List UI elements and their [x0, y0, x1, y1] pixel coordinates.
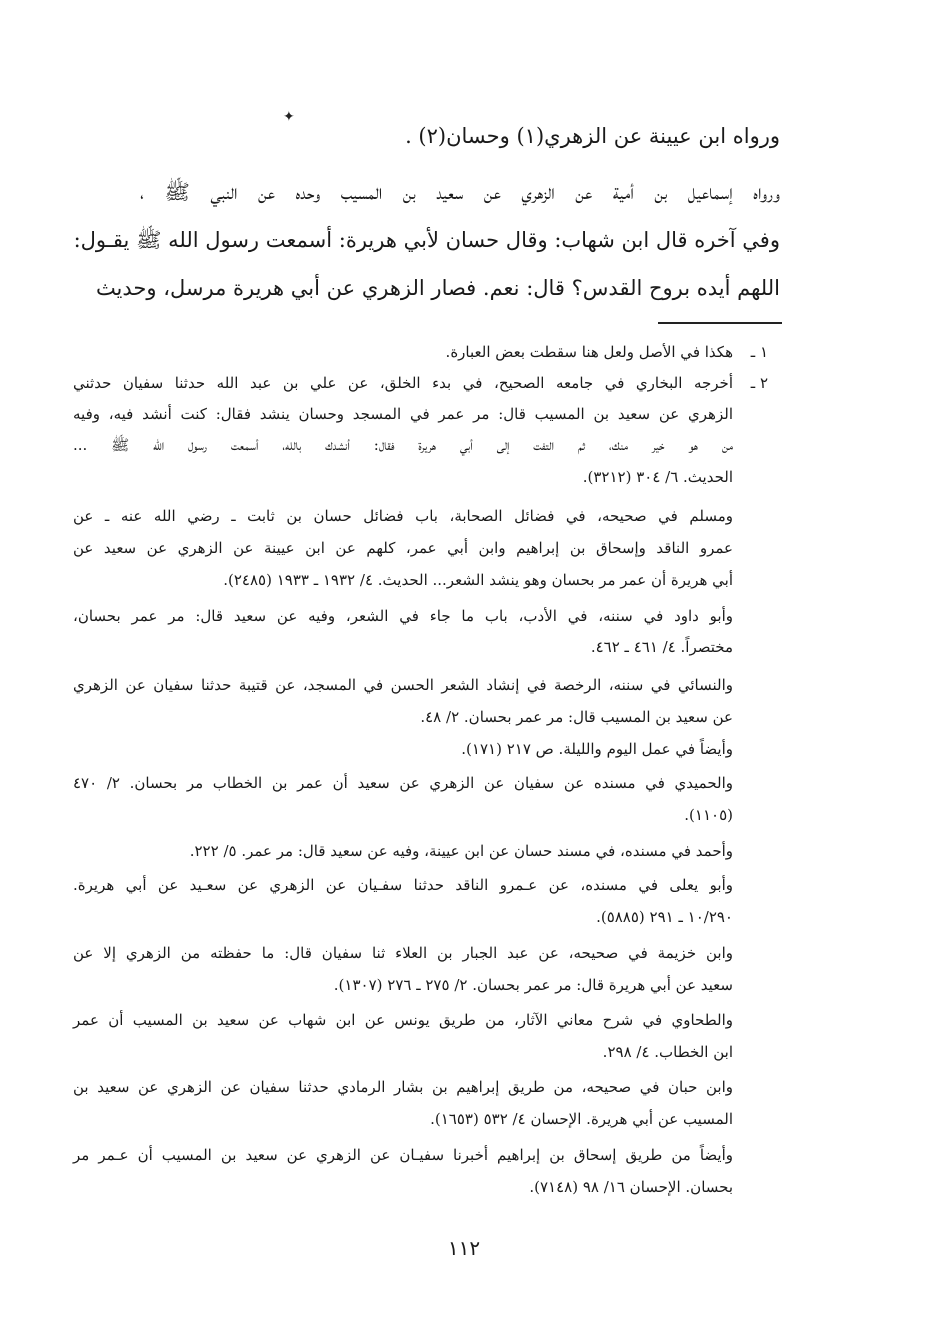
footnote-2-line: وابن حبان في صحيحه، من طريق إبراهيم بن بشار الرمادي حدثنا سفيان عن الزهري عن سعيد بن: [73, 1078, 733, 1096]
main-text-line-4: اللهم أيده بروح القدس؟ قال: نعم. فصار الزهري عن أبي هريرة مرسل، وحديث: [95, 276, 780, 300]
footnote-2-line: ابن الخطاب. ٤/ ٢٩٨.: [602, 1043, 733, 1061]
footnote-2-line: وأبو يعلى في مسنده، عن عـمرو الناقد حدثنا سفـيان عن الزهري عن سعـيد عن أبي هريرة.: [73, 876, 733, 894]
footnote-2-line: الزهري عن سعيد بن المسيب قال: مر عمر في المسجد وحسان ينشد فقال: كنت أنشد فيه، وفيه: [73, 405, 733, 423]
footnote-2-line: والحميدي في مسنده عن سفيان عن الزهري عن سعيد أن عمر بن الخطاب مر بحسان. ٢/ ٤٧٠: [73, 774, 733, 792]
footnote-2-line: ومسلم في صحيحه، في فضائل الصحابة، باب فضائل حسان بن ثابت ـ رضي الله عنه ـ عن: [73, 507, 733, 525]
footnote-2-line: والنسائي في سننه، الرخصة في إنشاد الشعر الحسن في المسجد، عن قتيبة حدثنا سفيان عن الزهري: [73, 676, 733, 694]
footnote-2-line: وأحمد في مسنده، في مسند حسان عن ابن عيينة، وفيه عن سعيد قال: مر عمر. ٥/ ٢٢٢.: [189, 842, 733, 860]
footnote-2-line: عمرو الناقد وإسحاق بن إبراهيم وابن أبي عمر، كلهم عن ابن عيينة عن الزهري عن سعيد عن: [73, 539, 733, 557]
footnote-2-line: ١٠/٢٩٠ ـ ٢٩١ (٥٨٨٥).: [596, 908, 733, 926]
ornament-mark: ✦: [283, 109, 295, 125]
main-text-line-2: ورواه إسماعيل بن أمية عن الزهري عن سعيد بن المسيب وحده عن النبي ﷺ ،: [140, 180, 780, 204]
footnote-2-line: المسيب عن أبي هريرة. الإحسان ٤/ ٥٣٢ (١٦٥٣).: [430, 1110, 733, 1128]
footnote-2-line: وابن خزيمة في صحيحه، عن عبد الجبار بن العلاء ثنا سفيان قال: ما حفظته من الزهري إلا عن: [73, 944, 733, 962]
footnote-2-line: (١١٠٥).: [684, 806, 733, 824]
footnote-2-line: مختصراً. ٤/ ٤٦١ ـ ٤٦٢.: [590, 638, 733, 656]
footnote-2-line: والطحاوي في شرح معاني الآثار، من طريق يونس عن ابن شهاب عن سعيد بن المسيب أن عمر: [73, 1011, 733, 1029]
page-number: ١١٢: [447, 1236, 481, 1260]
main-text-line-1: ورواه ابن عيينة عن الزهري(١) وحسان(٢) .: [405, 124, 780, 148]
footnote-2-line: وأبو داود في سننه، في الأدب، باب ما جاء في الشعر، وفيه عن سعيد قال: مر عمر بحسان،: [73, 607, 733, 625]
footnote-2-number: ٢ ـ: [750, 374, 768, 392]
footnote-1-line: هكذا في الأصل ولعل هنا سقطت بعض العبارة.: [445, 343, 733, 361]
footnote-2-line: عن سعيد بن المسيب قال: مر عمر بحسان. ٢/ ٤٨.: [420, 708, 733, 726]
footnote-2-line: أخرجه البخاري في جامعه الصحيح، في بدء الخلق، عن علي بن عبد الله حدثنا سفيان حدثني: [73, 374, 733, 392]
footnote-2-line: أبي هريرة أن عمر مر بحسان وهو ينشد الشعر... الحديث. ٤/ ١٩٣٢ ـ ١٩٣٣ (٢٤٨٥).: [223, 571, 733, 589]
footnote-2-line: بحسان. الإحسان ١٦/ ٩٨ (٧١٤٨).: [529, 1178, 733, 1196]
footnote-2-line: وأيضاً من طريق إسحاق بن إبراهيم أخبرنا سفيـان عن الزهري عن سعيد بن المسيب أن عـمر مر: [73, 1146, 733, 1164]
main-text-line-3: وفي آخره قال ابن شهاب: وقال حسان لأبي هريرة: أسمعت رسول الله ﷺ يقـول:: [73, 228, 780, 252]
footnote-separator: [658, 322, 782, 324]
footnote-2-line: من هو خير منك، ثم التفت إلى أبي هريرة فقال: أنشدك بالله، أسمعت رسول الله ﷺ ...: [73, 436, 733, 454]
footnote-2-line: سعيد عن أبي هريرة قال: مر عمر بحسان. ٢/ ٢٧٥ ـ ٢٧٦ (١٣٠٧).: [333, 976, 733, 994]
footnote-1-number: ١ ـ: [750, 343, 768, 361]
footnote-2-line: وأيضاً في عمل اليوم والليلة. ص ٢١٧ (١٧١).: [461, 740, 733, 758]
footnote-2-line: الحديث. ٦/ ٣٠٤ (٣٢١٢).: [582, 468, 733, 486]
